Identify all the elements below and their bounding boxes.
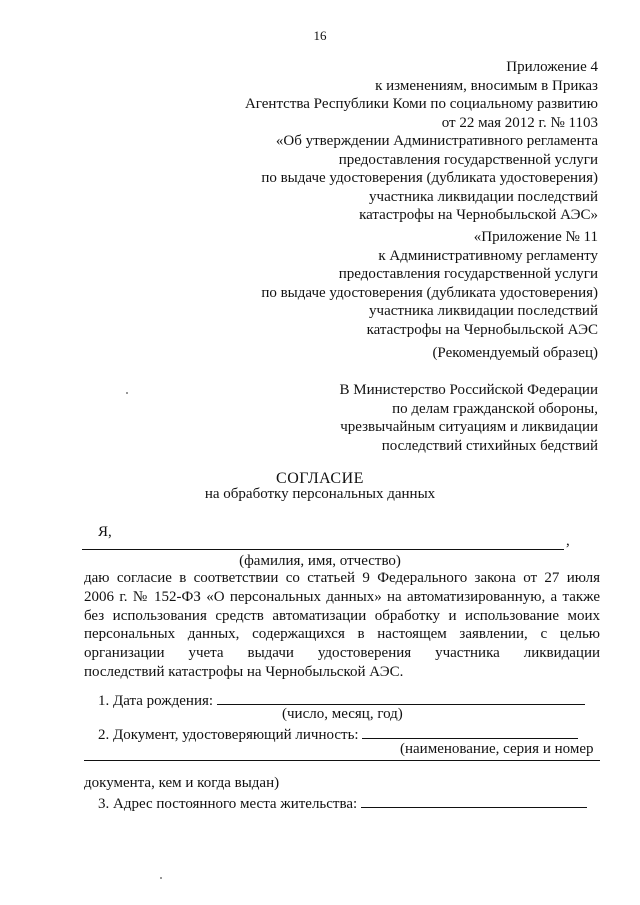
consent-line: без использования средств автоматизации обработку и использование моих xyxy=(84,607,600,624)
address-input[interactable] xyxy=(361,793,587,808)
birth-date-hint: (число, месяц, год) xyxy=(282,706,403,722)
appendix-11-header xyxy=(261,228,598,339)
consent-line: последствий катастрофы на Чернобыльской АЭС. xyxy=(84,663,404,680)
sample-note: (Рекомендуемый образец) xyxy=(432,345,598,361)
appendix-11-line: к Административному регламенту xyxy=(378,247,598,264)
appendix-header-line: предоставления государственной услуги xyxy=(338,151,598,168)
consent-line: персональных данных, содержащихся в настоящем заявлении, с целью xyxy=(84,626,600,643)
fio-input-line[interactable] xyxy=(82,549,564,550)
scan-speck xyxy=(160,877,162,879)
scan-speck xyxy=(126,392,128,394)
addressee-line: В Министерство Российской Федерации xyxy=(339,382,598,398)
consent-line: организации учета выдачи удостоверения участника ликвидации xyxy=(84,645,600,662)
appendix-11-line: по выдаче удостоверения (дубликата удостоверения) xyxy=(261,284,598,301)
ya-label: Я, xyxy=(98,524,112,540)
page-number: 16 xyxy=(313,28,327,43)
document-subtitle: на обработку персональных данных xyxy=(204,486,436,502)
id-document-hint: (наименование, серия и номер xyxy=(400,741,594,757)
appendix-header-line: участника ликвидации последствий xyxy=(369,188,598,205)
consent-line: 2006 г. № 152-ФЗ «О персональных данных» на автоматизированную, а также xyxy=(84,588,600,605)
appendix-header-line: «Об утверждении Административного регламента xyxy=(275,133,598,149)
appendix-11-line: «Приложение № 11 xyxy=(473,229,598,245)
appendix-header-line: к изменениям, вносимым в Приказ xyxy=(375,77,598,94)
appendix-header xyxy=(245,58,598,225)
id-document-label: 2. Документ, удостоверяющий личность: xyxy=(98,727,359,743)
fio-hint: (фамилия, имя, отчество) xyxy=(239,553,401,569)
address-label: 3. Адрес постоянного места жительства: xyxy=(98,796,358,812)
address-field xyxy=(98,793,587,813)
consent-line: даю согласие в соответствии со статьей 9 Федерального закона от 27 июля xyxy=(84,570,600,586)
addressee-block xyxy=(339,381,598,455)
appendix-header-line: по выдаче удостоверения (дубликата удостоверения) xyxy=(261,170,598,186)
fio-comma: , xyxy=(566,533,570,549)
consent-paragraph xyxy=(84,569,600,682)
appendix-11-line: катастрофы на Чернобыльской АЭС xyxy=(366,321,598,338)
appendix-header-line: Приложение 4 xyxy=(506,59,598,75)
addressee-line: последствий стихийных бедствий xyxy=(381,437,598,454)
id-document-input[interactable] xyxy=(362,724,578,739)
addressee-line: чрезвычайным ситуациям и ликвидации xyxy=(340,419,598,435)
appendix-11-line: участника ликвидации последствий xyxy=(369,303,598,319)
birth-date-input[interactable] xyxy=(217,690,585,705)
appendix-header-line: от 22 мая 2012 г. № 1103 xyxy=(441,114,598,131)
birth-date-label: 1. Дата рождения: xyxy=(98,693,214,709)
id-document-input-continued[interactable] xyxy=(84,760,600,761)
appendix-11-line: предоставления государственной услуги xyxy=(338,266,598,282)
document-title: СОГЛАСИЕ xyxy=(276,470,364,487)
appendix-header-line: катастрофы на Чернобыльской АЭС» xyxy=(359,207,598,223)
addressee-line: по делам гражданской обороны, xyxy=(392,400,598,417)
id-document-hint-continued: документа, кем и когда выдан) xyxy=(84,775,280,791)
appendix-header-line: Агентства Республики Коми по социальному развитию xyxy=(244,96,598,112)
